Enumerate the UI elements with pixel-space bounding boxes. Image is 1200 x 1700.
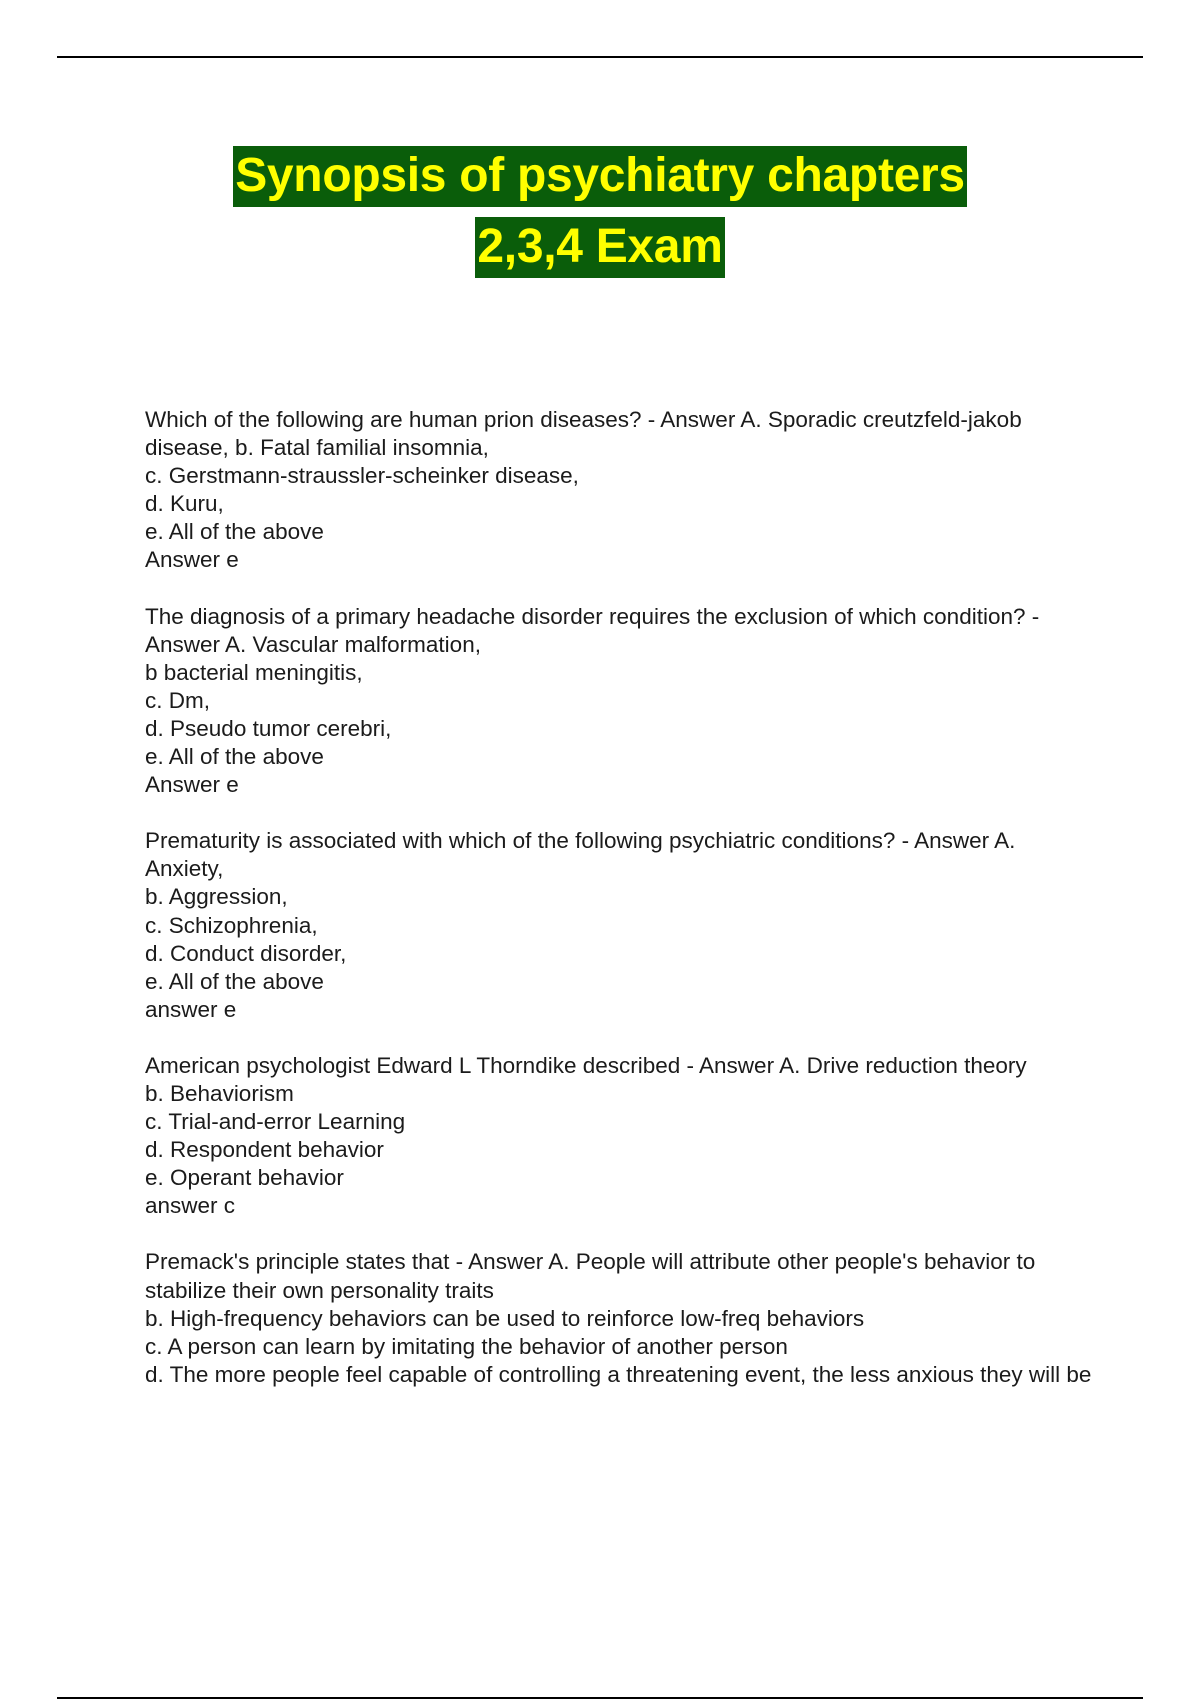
answer-line: answer c	[145, 1193, 236, 1219]
title-line-1-row	[0, 146, 1200, 217]
option-line: e. Operant behavior	[145, 1165, 344, 1191]
title-line-1: Synopsis of psychiatry chapters	[233, 146, 967, 207]
page-title	[0, 146, 1200, 288]
question-line: American psychologist Edward L Thorndike described - Answer A. Drive reduction theory	[145, 1052, 1027, 1078]
option-line: b. Behaviorism	[145, 1080, 294, 1106]
option-line: d. Pseudo tumor cerebri,	[145, 715, 392, 741]
bottom-rule	[57, 1697, 1143, 1699]
question-line: Premack's principle states that - Answer A. People will attribute other people's behavior to stabilize their own personality traits	[145, 1249, 1036, 1303]
answer-line: Answer e	[145, 772, 239, 798]
option-line: c. Trial-and-error Learning	[145, 1109, 406, 1135]
option-line: e. All of the above	[145, 519, 324, 545]
option-line: d. The more people feel capable of controlling a threatening event, the less anxious they will be	[145, 1361, 1092, 1387]
question-line: Prematurity is associated with which of the following psychiatric conditions? - Answer A. Anxiety,	[145, 828, 1016, 882]
option-line: b. High-frequency behaviors can be used to reinforce low-freq behaviors	[145, 1305, 865, 1331]
option-line: b. Aggression,	[145, 884, 288, 910]
option-line: d. Respondent behavior	[145, 1137, 384, 1163]
answer-line: answer e	[145, 996, 237, 1022]
answer-line: Answer e	[145, 547, 239, 573]
title-line-2-row	[0, 217, 1200, 288]
option-line: c. Gerstmann-straussler-scheinker disease,	[145, 463, 579, 489]
option-line: c. Schizophrenia,	[145, 912, 318, 938]
option-line: e. All of the above	[145, 968, 324, 994]
question-block-4	[145, 1052, 1095, 1221]
option-line: e. All of the above	[145, 744, 324, 770]
option-line: c. Dm,	[145, 687, 210, 713]
question-block-3	[145, 827, 1095, 1024]
question-block-5	[145, 1248, 1095, 1388]
title-line-2: 2,3,4 Exam	[475, 217, 724, 278]
question-block-1	[145, 406, 1095, 575]
question-line: The diagnosis of a primary headache disorder requires the exclusion of which condition? - Answer A. Vascular malformation,	[145, 603, 1040, 657]
option-line: c. A person can learn by imitating the behavior of another person	[145, 1333, 788, 1359]
question-line: Which of the following are human prion diseases? - Answer A. Sporadic creutzfeld-jakob disease, b. Fatal familial insomnia,	[145, 407, 1022, 461]
option-line: b bacterial meningitis,	[145, 659, 363, 685]
option-line: d. Kuru,	[145, 491, 224, 517]
question-block-2	[145, 603, 1095, 800]
question-list	[145, 406, 1095, 1417]
option-line: d. Conduct disorder,	[145, 940, 347, 966]
top-rule	[57, 56, 1143, 58]
